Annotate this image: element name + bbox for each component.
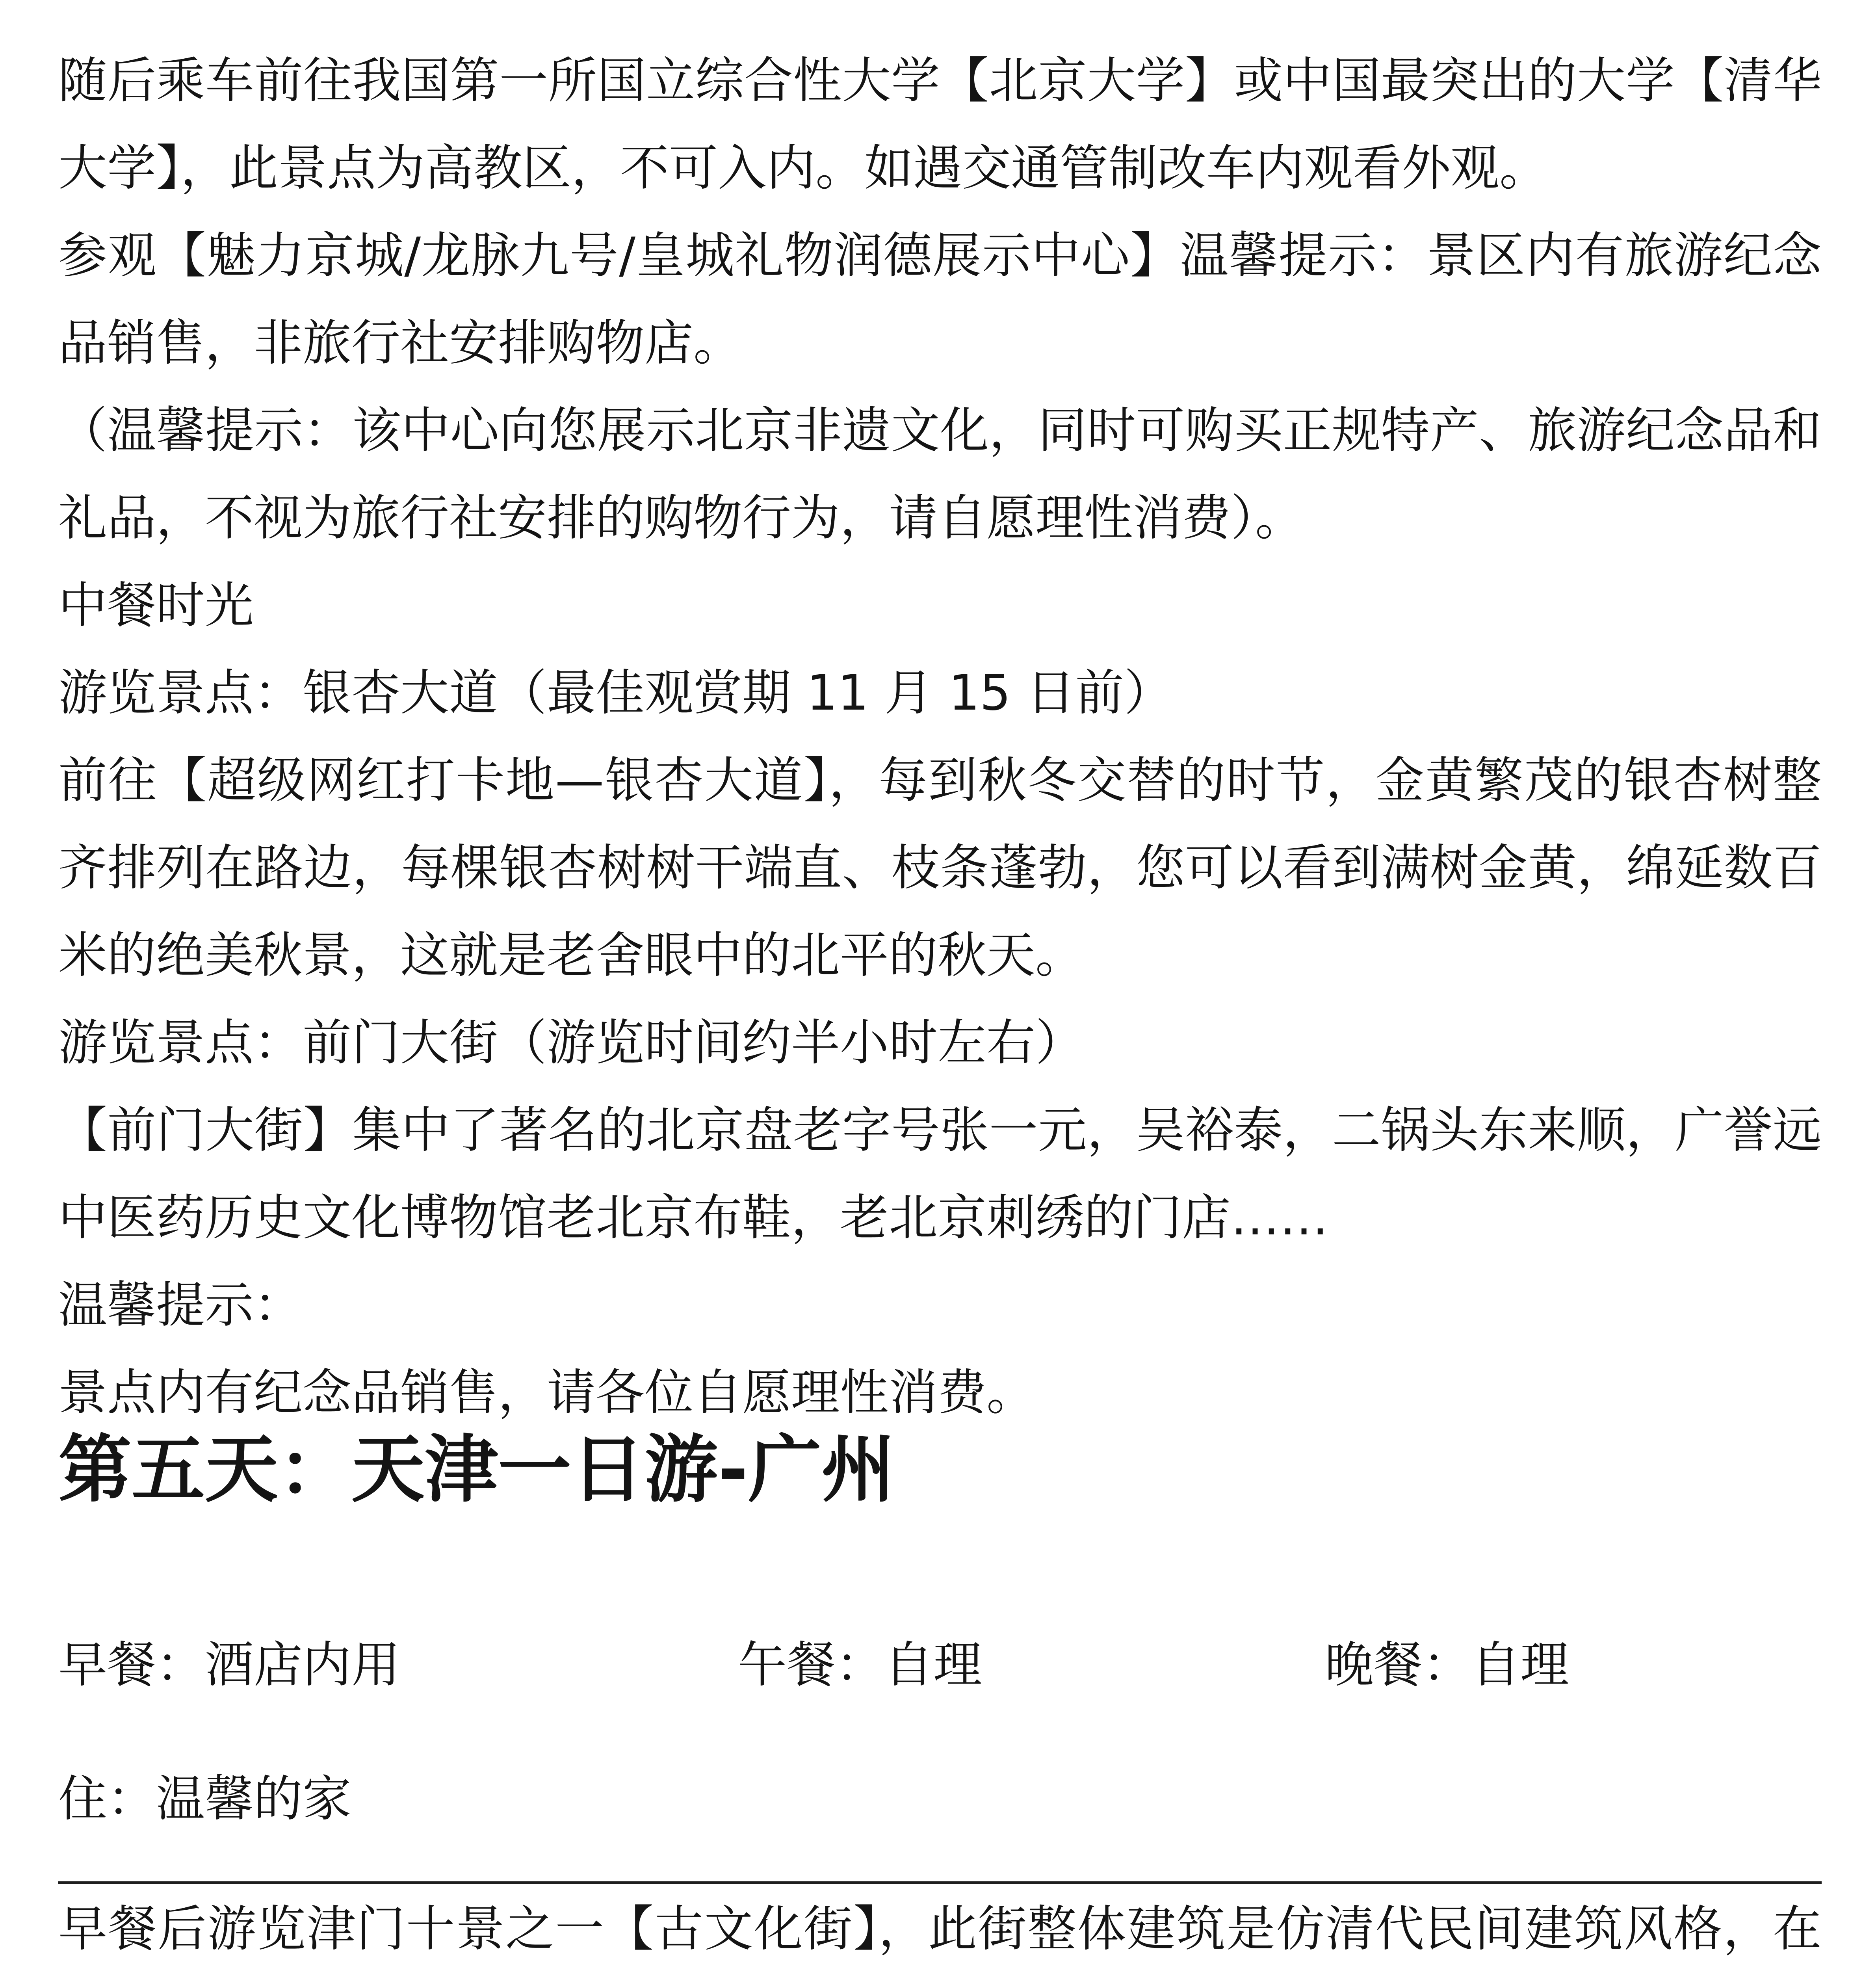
accommodation-line: 住：温馨的家 [58,1771,352,1827]
paragraph-tip-label: 温馨提示： [58,1277,303,1334]
paragraph-shopping-notice: （温馨提示：该中心向您展示北京非遗文化，同时可购买正规特产、旅游纪念品和礼品，不视为旅行社安排的购物行为，请自愿理性消费）。 [58,402,1822,546]
paragraph-qianmen-spot: 游览景点：前门大街（游览时间约半小时左右） [58,1015,1085,1071]
paragraph-qianmen-description: 【前门大街】集中了著名的北京盘老字号张一元，吴裕泰，二锅头东来顺，广誉远中医药历史文化博物馆老北京布鞋，老北京刺绣的门店…… [58,1102,1822,1246]
itinerary-day5 [58,1885,1822,1970]
meal-lunch: 午餐：自理 [738,1637,983,1693]
itinerary-day4-continued [58,37,1822,1437]
paragraph-ancient-culture-street: 早餐后游览津门十景之一【古文化街】，此街整体建筑是仿清代民间建筑风格，在 [58,1901,1822,1957]
paragraph-lunch: 中餐时光 [58,577,254,634]
paragraph-ginkgo-spot: 游览景点：银杏大道（最佳观赏期 11 月 15 日前） [58,665,1173,721]
meal-dinner: 晚餐：自理 [1325,1637,1570,1693]
day5-heading: 第五天：天津一日游-广州 [58,1427,895,1512]
meal-info-row [58,1621,1822,1709]
paragraph-university-visit: 随后乘车前往我国第一所国立综合性大学【北京大学】或中国最突出的大学【清华大学】，此景点为高教区，不可入内。如遇交通管制改车内观看外观。 [58,52,1822,197]
section-divider [58,1881,1822,1884]
paragraph-tip-content: 景点内有纪念品销售，请各位自愿理性消费。 [58,1364,1036,1421]
meal-breakfast: 早餐：酒店内用 [58,1637,401,1693]
paragraph-exhibition-center: 参观【魅力京城/龙脉九号/皇城礼物润德展示中心】温馨提示：景区内有旅游纪念品销售，非旅行社安排购物店。 [58,227,1822,372]
paragraph-ginkgo-description: 前往【超级网红打卡地—银杏大道】，每到秋冬交替的时节，金黄繁茂的银杏树整齐排列在路边，每棵银杏树树干端直、枝条蓬勃，您可以看到满树金黄，绵延数百米的绝美秋景，这就是老舍眼中的北平的秋天。 [58,752,1822,984]
